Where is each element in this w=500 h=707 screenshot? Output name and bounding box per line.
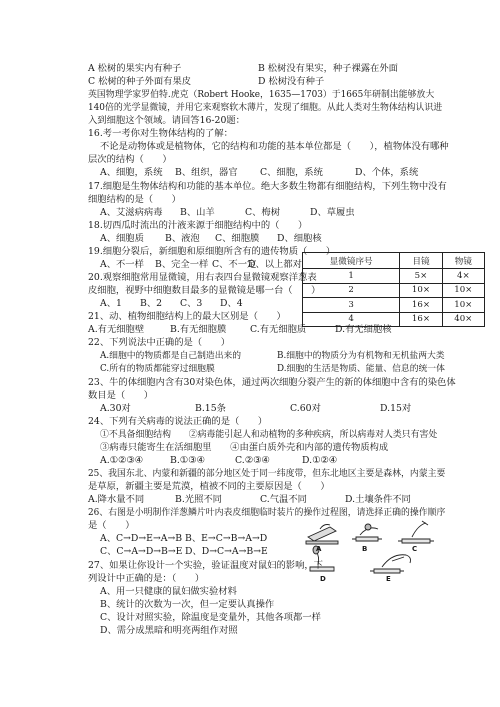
q23-option-c: C.60对 — [290, 403, 321, 414]
table-cell: 3 — [303, 298, 400, 313]
q22-option-a: A.细胞中的物质都是自己制造出来的 — [100, 351, 242, 361]
q26-option-a: A、C→D→E→A→B — [100, 533, 183, 544]
table-cell: 16× — [400, 312, 442, 327]
q26-option-d: D、D→C→A→B→E — [185, 546, 268, 557]
q17-option-d: D、草履虫 — [310, 207, 355, 218]
table-cell: 40× — [442, 312, 484, 327]
q24-option-a: A.①②③④ — [100, 455, 144, 466]
q16-stem-2: 不论是动物体或是植物体，它的结构和功能的基本单位都是（ ），植物体没有哪种 — [100, 141, 449, 152]
q19-option-a: A、不一样 — [100, 259, 144, 270]
q16-option-a: A、细胞，系统 — [100, 167, 163, 178]
q19-stem: 19.细胞分裂后，新细胞和原细胞所含有的遗传物质（ ） — [88, 246, 336, 257]
table-cell: 5× — [400, 269, 442, 284]
q23-option-b: B.15条 — [195, 403, 226, 414]
table-cell: 10× — [442, 283, 484, 298]
figure-label-a: A — [316, 545, 322, 553]
q20-stem-2: 皮细胞，视野中细胞数目最多的显微镜是哪一台（ ） — [88, 285, 321, 296]
q21-option-a: A.有无细胞壁 — [88, 324, 145, 335]
q27-stem-2: 列设计中正确的是：（ ） — [88, 573, 205, 584]
table-row — [303, 283, 485, 298]
q27-stem-1: 27、如果让你设计一个实验，验证温度对鼠妇的影响，下 — [88, 560, 323, 571]
q16-option-c: C、细胞，系统 — [260, 167, 323, 178]
q22-option-c: C.所有的物质都能穿过细胞膜 — [100, 364, 215, 374]
q21-stem: 21、动、植物细胞结构上的最大区别是（ ） — [88, 311, 286, 322]
q18-option-a: A、细胞质 — [100, 233, 144, 244]
q16-stem-1: 16.考一考你对生物体结构的了解： — [88, 128, 233, 139]
q16-stem-3: 层次的结构（ ） — [88, 154, 172, 165]
microscope-table — [302, 252, 485, 327]
q18-stem: 18.切西瓜时流出的汁液来源于细胞结构中的（ ） — [88, 220, 308, 231]
q17-stem-1: 17.细胞是生物体结构和功能的基本单位。绝大多数生物都有细胞结构，下列生物中没有 — [88, 181, 447, 192]
q19-option-b: B、完全一样 — [155, 259, 209, 270]
q16-option-d: D、个体，系统 — [355, 167, 419, 178]
q22-option-b: B.细胞中的物质分为有机物和无机盐两大类 — [277, 351, 445, 361]
table-cell: 4 — [303, 312, 400, 327]
q25-option-d: D.土壤条件不同 — [345, 494, 411, 505]
q26-option-c: C、C→A→D→B→E — [100, 546, 183, 557]
figure-label-d: D — [320, 575, 326, 583]
q18-option-b: B、液泡 — [165, 233, 200, 244]
table-cell: 1 — [303, 269, 400, 284]
q15-option-d: D 松树没有种子 — [258, 76, 325, 87]
q27-option-d: D、需分成黑暗和明亮两组作对照 — [100, 625, 238, 636]
q21-option-c: C.有无细胞质 — [250, 324, 307, 335]
table-cell: 10× — [400, 283, 442, 298]
q17-option-a: A、艾滋病病毒 — [100, 207, 163, 218]
q21-option-d: D.有无细胞核 — [335, 324, 392, 335]
table-cell: 2 — [303, 283, 400, 298]
q23-option-a: A.30对 — [100, 403, 131, 414]
q25-option-a: A.降水量不同 — [88, 494, 145, 505]
q23-option-d: D.15对 — [380, 403, 412, 414]
q24-option-b: B.①③④ — [170, 455, 205, 466]
q18-option-c: C、细胞膜 — [215, 233, 260, 244]
table-row — [303, 269, 485, 284]
q22-stem: 22、下列说法中正确的是（ ） — [88, 337, 230, 348]
figure-label-c: C — [412, 545, 418, 553]
q20-option-c: C、3 — [180, 298, 203, 309]
table-header-row — [303, 253, 485, 269]
q26-stem-1: 26、右图是小明制作洋葱鳞片叶内表皮细胞临时装片的操作过程图，请选择正确的操作顺序 — [88, 508, 446, 518]
q23-stem-2: 数目是（ ） — [88, 390, 154, 401]
q24-option-c: C.②③④ — [235, 455, 270, 466]
figure-label-b: B — [362, 545, 368, 553]
slide-preparation-figure — [300, 515, 490, 585]
q24-stem-2: ①不具备细胞结构 ②病毒能引起人和动植物的多种疾病，所以病毒对人类只有害处 — [100, 430, 438, 440]
q17-stem-2: 细胞结构的是（ ） — [88, 194, 181, 205]
q25-stem-1: 25、我国东北、内蒙和新疆的部分地区处于同一纬度带，但东北地区主要是森林，内蒙主要 — [88, 469, 446, 479]
q19-option-c: C、不一定 — [212, 259, 257, 270]
q20-option-b: B、2 — [140, 298, 163, 309]
table-row — [303, 312, 485, 327]
q18-option-d: D、细胞核 — [277, 233, 322, 244]
q27-option-c: C、设计对照实验，除温度是变量外，其他各项都一样 — [100, 612, 321, 623]
q22-option-d: D.细胞的生活是物质、能量、信息的统一体 — [277, 364, 445, 374]
q17-option-c: C、梅树 — [245, 207, 281, 218]
slide-preparation-illustration — [300, 515, 490, 585]
q17-option-b: B、山羊 — [180, 207, 215, 218]
q26-option-b: B、E→C→B→A→D — [185, 533, 268, 544]
q24-stem-1: 24、下列有关病毒的说法正确的是（ ） — [88, 416, 268, 427]
intro-line-1: 英国物理学家罗伯特.虎克（Robert Hooke，1635—1703）于1665年研制出能够放大 — [88, 90, 435, 100]
table-cell: 10× — [442, 298, 484, 313]
q23-stem-1: 23、牛的体细胞内含有30对染色体，通过两次细胞分裂产生的新的体细胞中含有的染色体 — [88, 377, 456, 388]
table-row — [303, 298, 485, 313]
q15-option-b: B 松树没有果实，种子裸露在外面 — [258, 63, 398, 74]
intro-line-2: 140倍的光学显微镜，并用它来观察软木薄片，发现了细胞。从此人类对生物体结构认识进 — [88, 103, 443, 113]
q20-stem-1: 20.观察细胞常用显微镜，用右表四台显微镜观察洋葱表 — [88, 272, 317, 283]
table-cell: 4× — [442, 269, 484, 284]
q27-option-b: B、统计的次数为一次，但一定要认真操作 — [100, 599, 275, 610]
q15-option-c: C 松树的种子外面有果皮 — [88, 76, 192, 87]
table-cell: 16× — [400, 298, 442, 313]
table-header-cell: 物镜 — [442, 253, 484, 269]
q21-option-b: B.有无细胞膜 — [170, 324, 227, 335]
intro-line-3: 入到细胞这个领域。请回答16-20题： — [88, 115, 245, 126]
q20-option-d: D、4 — [220, 298, 243, 309]
q16-option-b: B、组织，器官 — [175, 167, 238, 178]
q25-stem-2: 是草原，新疆主要是荒漠，植被不同的主要原因是（ ） — [88, 481, 330, 492]
q26-stem-2: 是（ ） — [88, 520, 135, 531]
q15-option-a: A 松树的果实内有种子 — [88, 63, 182, 74]
q25-option-b: B.光照不同 — [175, 494, 222, 505]
q25-option-c: C.气温不同 — [260, 494, 307, 505]
q24-option-d: D.①②④ — [302, 455, 338, 466]
q27-option-a: A、用一只健康的鼠妇做实验材料 — [100, 586, 237, 597]
table-header-cell: 目镜 — [400, 253, 442, 269]
q20-option-a: A、1 — [100, 298, 122, 309]
figure-label-e: E — [386, 575, 391, 583]
table-header-cell: 显微镜序号 — [303, 253, 400, 269]
q19-option-d: D、以上都对 — [248, 259, 302, 270]
q24-stem-3: ③病毒只能寄生在活细胞里 ④由蛋白质外壳和内部的遗传物质构成 — [100, 442, 389, 453]
